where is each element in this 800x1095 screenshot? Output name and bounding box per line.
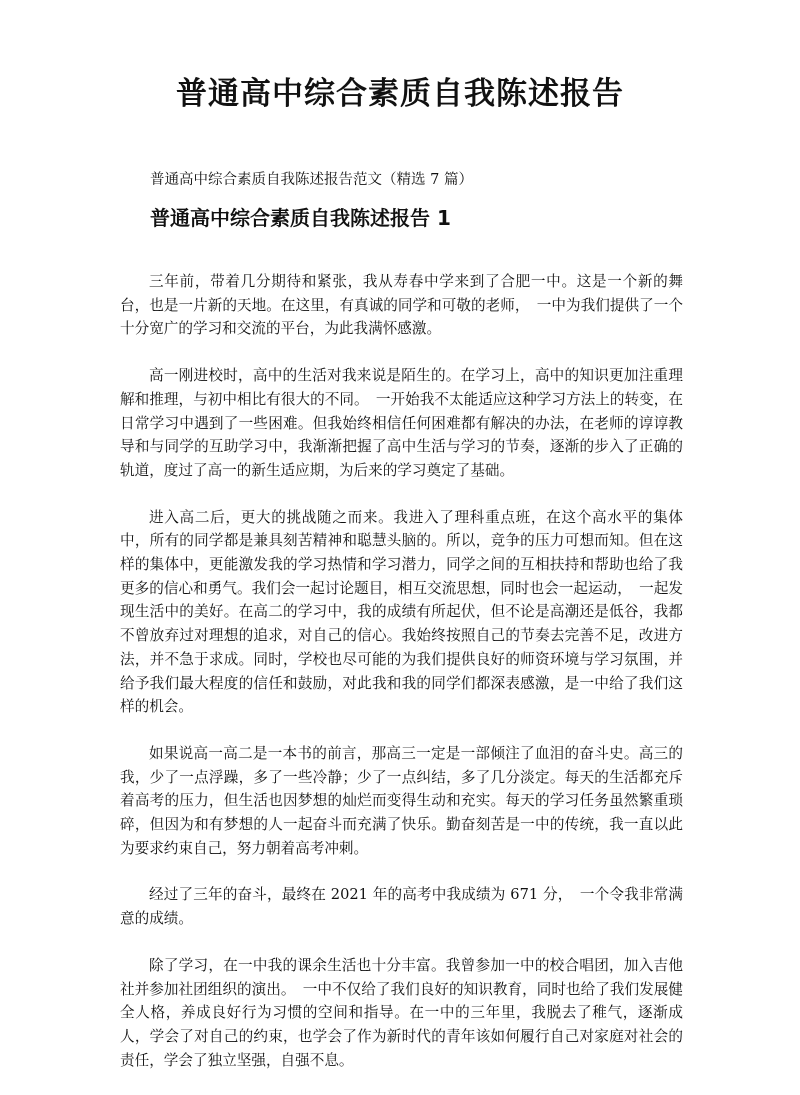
paragraph-2: 高一刚进校时，高中的生活对我来说是陌生的。在学习上，高中的知识更加注重理解和推理，与初中相比有很大的不同。 一开始我不太能适应这种学习方法上的转变，在日常学习中遇到了一些困难。但我始终相信任何困难都有解决的办法，在老师的谆谆教导和与同学的互助学习中，我渐渐把握了高中生活与学习的节奏，逐渐的步入了正确的轨道，度过了高一的新生适应期，为后来的学习奠定了基础。 xyxy=(120,367,683,479)
paragraph-3: 进入高二后，更大的挑战随之而来。我进入了理科重点班，在这个高水平的集体中，所有的同学都是兼具刻苦精神和聪慧头脑的。所以，竞争的压力可想而知。但在这样的集体中，更能激发我的学习热情和学习潜力，同学之间的互相扶持和帮助也给了我更多的信心和勇气。我们会一起讨论题目，相互交流思想，同时也会一起运动， 一起发现生活中的美好。在高二的学习中，我的成绩有所起伏，但不论是高潮还是低谷，我都不曾放弃过对理想的追求，对自己的信心。我始终按照自己的节奏去完善不足，改进方法，并不急于求成。同时，学校也尽可能的为我们提供良好的师资环境与学习氛围，并给予我们最大程度的信任和鼓励，对此我和我的同学们都深表感激，是一中给了我们这样的机会。 xyxy=(120,508,683,716)
section-heading: 普通高中综合素质自我陈述报告 1 xyxy=(150,206,451,230)
paragraph-6: 除了学习，在一中我的课余生活也十分丰富。我曾参加一中的校合唱团，加入吉他社并参加社团组织的演出。 一中不仅给了我们良好的知识教育，同时也给了我们发展健全人格，养成良好行为习惯的空间和指导。在一中的三年里，我脱去了稚气，逐渐成人，学会了对自己的约束，也学会了作为新时代的青年该如何履行自己对家庭对社会的责任，学会了独立坚强，自强不息。 xyxy=(120,956,683,1069)
paragraph-1: 三年前，带着几分期待和紧张，我从寿春中学来到了合肥一中。这是一个新的舞台，也是一片新的天地。在这里，有真诚的同学和可敬的老师， 一中为我们提供了一个十分宽广的学习和交流的平台，为此我满怀感激。 xyxy=(120,273,683,338)
document-subtitle: 普通高中综合素质自我陈述报告范文（精选 7 篇） xyxy=(150,172,473,188)
document-title: 普通高中综合素质自我陈述报告 xyxy=(176,76,624,112)
paragraph-5: 经过了三年的奋斗，最终在 2021 年的高考中我成绩为 671 分， 一个令我非常满意的成绩。 xyxy=(120,886,683,928)
document-body xyxy=(120,270,683,1095)
paragraph-4: 如果说高一高二是一本书的前言，那高三一定是一部倾注了血泪的奋斗史。高三的我，少了一点浮躁，多了一些冷静；少了一点纠结，多了几分淡定。每天的生活都充斥着高考的压力，但生活也因梦想的灿烂而变得生动和充实。每天的学习任务虽然繁重琐碎，但因为和有梦想的人一起奋斗而充满了快乐。勤奋刻苦是一中的传统，我一直以此为要求约束自己，努力朝着高考冲刺。 xyxy=(120,744,683,857)
